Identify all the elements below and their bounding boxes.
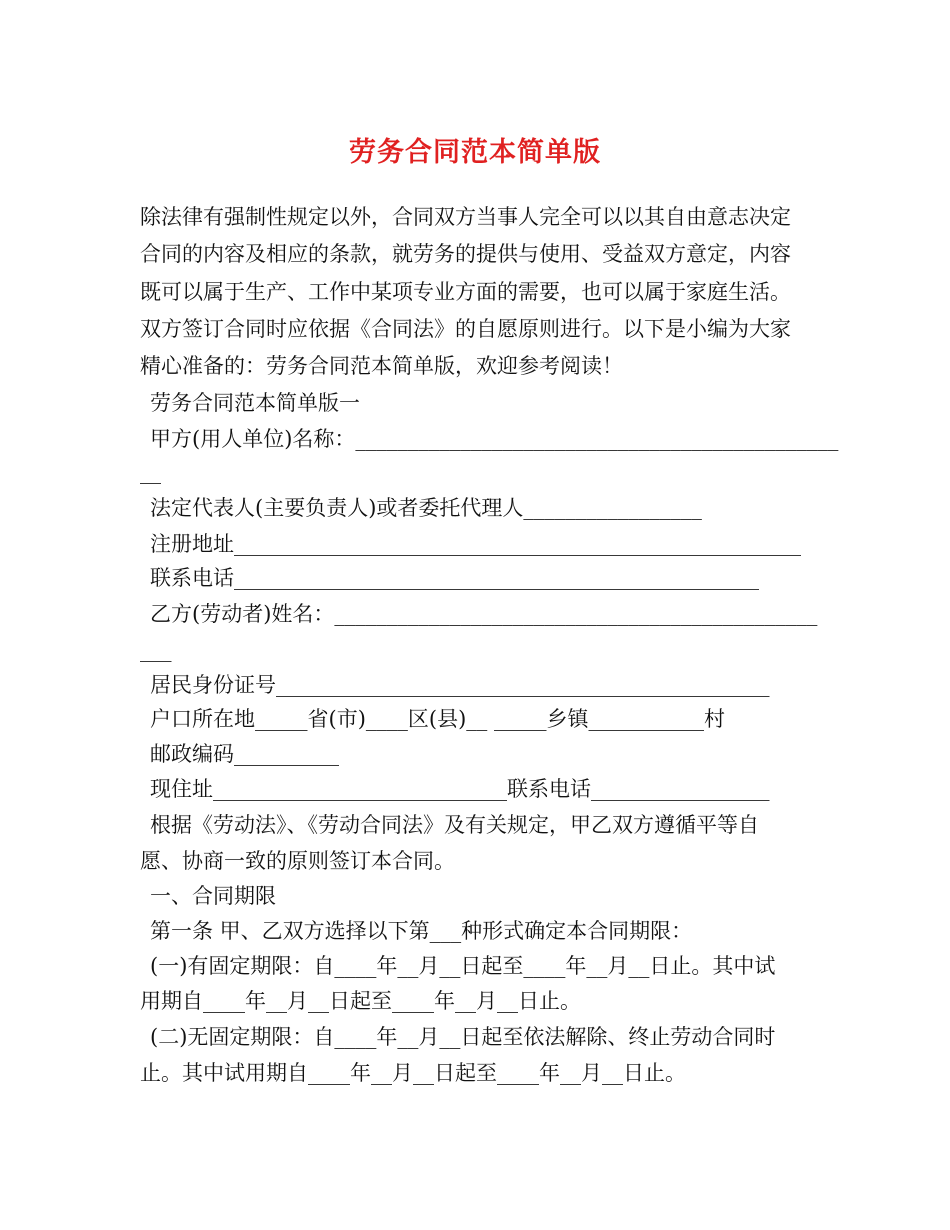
form-line: 居民身份证号_______________________________________________	[150, 673, 770, 697]
paragraph-line: 根据《劳动法》、《劳动合同法》及有关规定，甲乙双方遵循平等自	[150, 813, 759, 837]
form-line: 现住址____________________________联系电话_________________	[150, 777, 770, 801]
form-line: 甲方(用人单位)名称：______________________________________________	[150, 427, 839, 451]
paragraph-line: 第一条 甲、乙双方选择以下第___种形式确定本合同期限：	[150, 919, 693, 943]
form-line: __	[140, 460, 161, 484]
paragraph-line: (一)有固定期限：自____年__月__日起至____年__月__日止。其中试	[150, 954, 776, 978]
paragraph-line: 既可以属于生产、工作中某项专业方面的需要，也可以属于家庭生活。	[140, 280, 791, 304]
form-line: 乙方(劳动者)姓名：______________________________________________	[150, 602, 818, 626]
paragraph-line: (二)无固定期限：自____年__月__日起至依法解除、终止劳动合同时	[150, 1025, 776, 1049]
form-line: 法定代表人(主要负责人)或者委托代理人_________________	[150, 496, 702, 520]
form-line: 户口所在地_____省(市)____区(县)__ _____乡镇___________村	[150, 707, 725, 731]
paragraph-line: 精心准备的：劳务合同范本简单版，欢迎参考阅读！	[140, 354, 623, 378]
paragraph-line: 用期自____年__月__日起至____年__月__日止。	[140, 989, 581, 1013]
paragraph-line: 双方签订合同时应依据《合同法》的自愿原则进行。以下是小编为大家	[140, 317, 791, 341]
section-heading: 劳务合同范本简单版一	[150, 391, 360, 415]
paragraph-line: 止。其中试用期自____年__月__日起至____年__月__日止。	[140, 1061, 686, 1085]
form-line: 联系电话__________________________________________________	[150, 566, 759, 590]
form-line: ___	[140, 638, 172, 662]
paragraph-line: 除法律有强制性规定以外，合同双方当事人完全可以以其自由意志决定	[140, 205, 791, 229]
section-heading: 一、合同期限	[150, 884, 276, 908]
form-line: 注册地址______________________________________________________	[150, 532, 801, 556]
document-title: 劳务合同范本简单版	[349, 137, 601, 168]
paragraph-line: 合同的内容及相应的条款，就劳务的提供与使用、受益双方意定，内容	[140, 242, 791, 266]
paragraph-line: 愿、协商一致的原则签订本合同。	[140, 849, 455, 873]
form-line: 邮政编码__________	[150, 742, 339, 766]
